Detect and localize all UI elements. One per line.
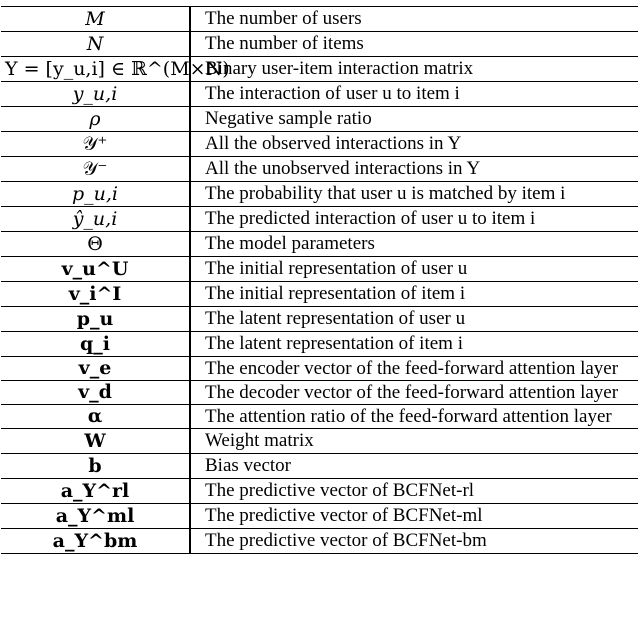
table-row: [1, 182, 638, 207]
symbol-text: p_u: [76, 308, 114, 330]
symbol-text: Θ: [87, 233, 103, 255]
description-cell: The attention ratio of the feed-forward attention layer: [205, 406, 612, 427]
symbol-cell: [1, 232, 190, 257]
description-cell: The decoder vector of the feed-forward attention layer: [205, 382, 619, 403]
symbol-text: M: [85, 8, 105, 30]
symbol-text: ŷ_u,i: [72, 208, 118, 230]
symbol-text: Y = [y_u,i] ∈ ℝ^(M×N): [5, 58, 230, 80]
description-cell: The probability that user u is matched by item i: [205, 183, 566, 204]
table-row: [1, 529, 638, 554]
table-row: [1, 32, 638, 57]
notation-table: [1, 6, 638, 554]
table-row: [1, 132, 638, 157]
symbol-cell: [1, 429, 190, 454]
symbol-cell: [1, 32, 190, 57]
symbol-cell: [1, 82, 190, 107]
table-row: [1, 82, 638, 107]
description-cell: The encoder vector of the feed-forward attention layer: [205, 358, 619, 379]
table-row: [1, 504, 638, 529]
symbol-text: W: [84, 430, 106, 452]
symbol-cell: [1, 454, 190, 479]
symbol-cell: [1, 307, 190, 332]
table-row: [1, 282, 638, 307]
description-cell: The number of items: [205, 33, 364, 54]
symbol-text: 𝒴⁻: [82, 158, 108, 180]
symbol-text: q_i: [79, 333, 110, 355]
description-cell: The latent representation of user u: [205, 308, 466, 329]
table-row: [1, 57, 638, 82]
symbol-text: y_u,i: [72, 83, 118, 105]
symbol-text: a_Y^bm: [52, 530, 138, 552]
description-cell: All the unobserved interactions in Y: [205, 158, 481, 179]
description-cell: The predictive vector of BCFNet-rl: [205, 480, 475, 501]
symbol-text: a_Y^ml: [55, 505, 135, 527]
symbol-cell: [1, 282, 190, 307]
symbol-cell: [1, 504, 190, 529]
description-cell: All the observed interactions in Y: [205, 133, 462, 154]
table-row: [1, 405, 638, 429]
symbol-cell: [1, 357, 190, 381]
description-cell: The predicted interaction of user u to item i: [205, 208, 536, 229]
symbol-cell: [1, 529, 190, 554]
symbol-cell: [1, 132, 190, 157]
table-row: [1, 232, 638, 257]
symbol-cell: [1, 182, 190, 207]
description-cell: Negative sample ratio: [205, 108, 372, 129]
description-cell: The model parameters: [205, 233, 375, 254]
table-row: [1, 207, 638, 232]
symbol-text: 𝒴⁺: [82, 133, 108, 155]
symbol-cell: [1, 257, 190, 282]
description-cell: Bias vector: [205, 455, 292, 476]
symbol-text: v_u^U: [61, 258, 129, 280]
symbol-text: v_e: [78, 357, 112, 379]
symbol-text: v_i^I: [68, 283, 122, 305]
symbol-text: N: [86, 33, 104, 55]
symbol-cell: [1, 57, 230, 82]
symbol-cell: [1, 7, 190, 32]
description-cell: Binary user-item interaction matrix: [205, 58, 474, 79]
table-row: [1, 107, 638, 132]
symbol-text: p_u,i: [71, 183, 118, 205]
symbol-cell: [1, 207, 190, 232]
description-cell: Weight matrix: [205, 430, 314, 451]
description-cell: The predictive vector of BCFNet-bm: [205, 530, 487, 551]
symbol-text: α: [87, 405, 103, 427]
symbol-text: ρ: [89, 108, 101, 130]
description-cell: The initial representation of item i: [205, 283, 466, 304]
description-cell: The latent representation of item i: [205, 333, 463, 354]
symbol-cell: [1, 479, 190, 504]
description-cell: The predictive vector of BCFNet-ml: [205, 505, 483, 526]
symbol-cell: [1, 405, 190, 429]
table-row: [1, 454, 638, 479]
symbol-text: b: [88, 455, 102, 477]
description-cell: The interaction of user u to item i: [205, 83, 460, 104]
table-row: [1, 479, 638, 504]
table-row: [1, 381, 638, 405]
symbol-cell: [1, 107, 190, 132]
description-cell: The number of users: [205, 8, 362, 29]
symbol-cell: [1, 381, 190, 405]
table-row: [1, 307, 638, 332]
table-row: [1, 157, 638, 182]
table-row: [1, 429, 638, 454]
symbol-cell: [1, 157, 190, 182]
symbol-text: a_Y^rl: [60, 480, 130, 502]
table-row: [1, 257, 638, 282]
description-cell: The initial representation of user u: [205, 258, 468, 279]
table-row: [1, 7, 638, 32]
table-row: [1, 332, 638, 357]
table-row: [1, 357, 638, 381]
symbol-text: v_d: [78, 381, 112, 403]
symbol-cell: [1, 332, 190, 357]
